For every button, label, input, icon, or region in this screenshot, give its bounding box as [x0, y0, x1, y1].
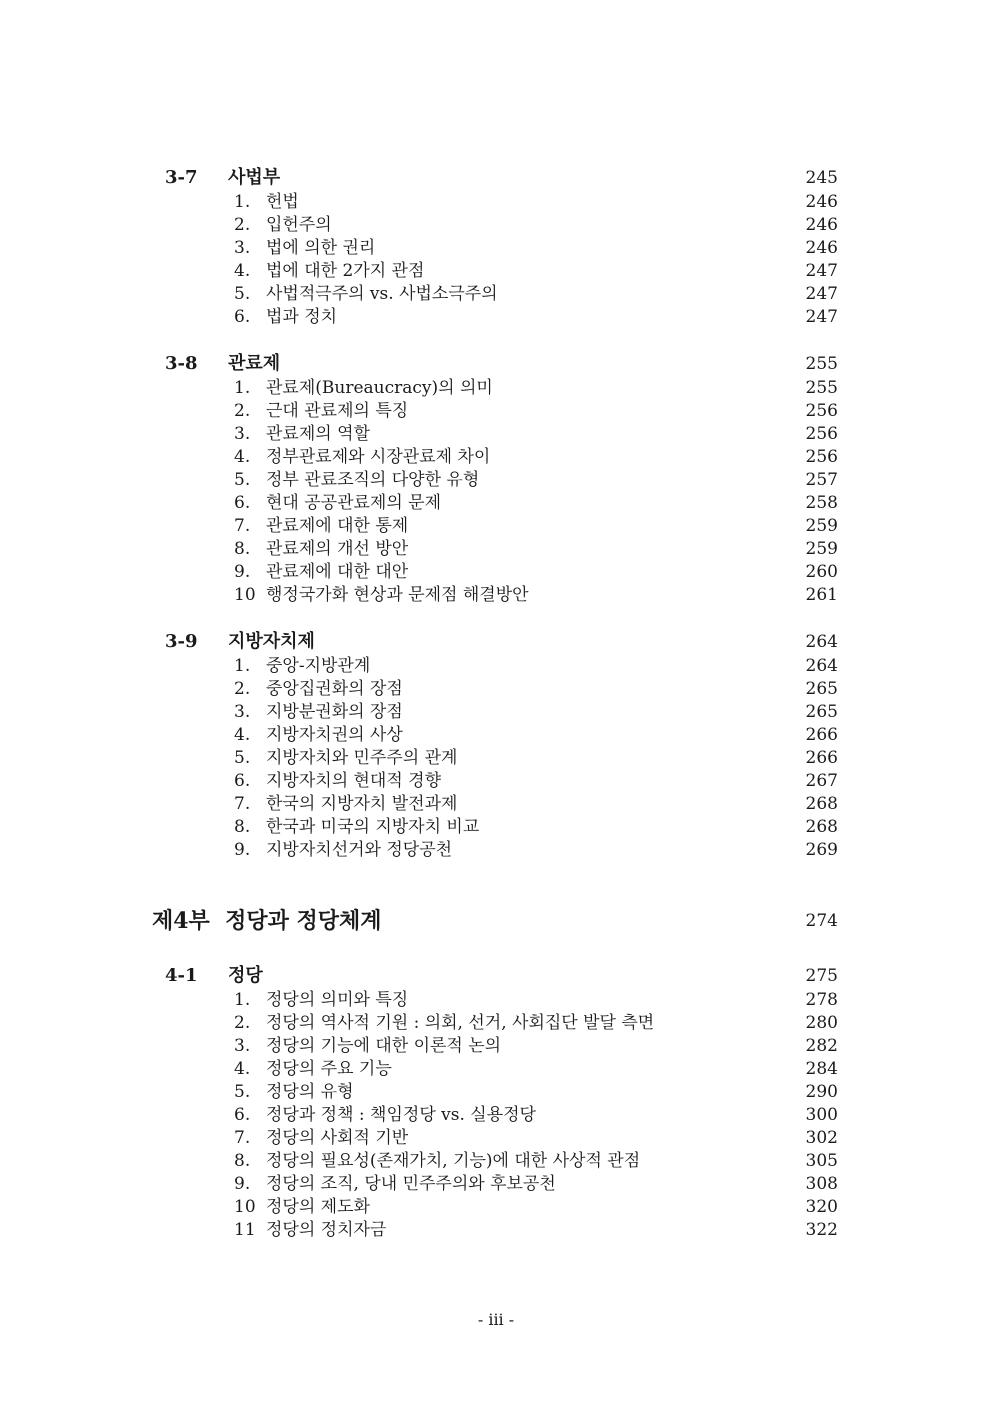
item-title: 정당의 조직, 당내 민주주의와 후보공천: [266, 1174, 556, 1194]
section-number: 3-8: [165, 353, 198, 374]
item-number: 4.: [234, 261, 251, 281]
item-number: 8.: [234, 1151, 251, 1171]
item-title: 법에 대한 2가지 관점: [266, 261, 425, 281]
item-number: 1.: [234, 378, 251, 398]
item-number: 3.: [234, 702, 251, 722]
page-number: 246: [805, 238, 838, 258]
page-number: 280: [805, 1013, 838, 1033]
item-number: 2.: [234, 679, 251, 699]
page-number: 256: [805, 447, 838, 467]
section-title: 지방자치제: [228, 631, 315, 652]
page-number: 290: [805, 1082, 838, 1102]
page-number: 255: [805, 378, 838, 398]
page-number: 268: [805, 817, 838, 837]
item-title: 관료제에 대한 통제: [266, 516, 409, 536]
page-number: 275: [805, 966, 838, 986]
item-title: 근대 관료제의 특징: [266, 401, 409, 421]
item-number: 7.: [234, 794, 251, 814]
item-number: 5.: [234, 1082, 251, 1102]
item-number: 6.: [234, 493, 251, 513]
page-number: 322: [805, 1220, 838, 1240]
page-number: 266: [805, 748, 838, 768]
item-number: 10: [234, 1197, 256, 1217]
item-title: 정당과 정책 : 책임정당 vs. 실용정당: [266, 1105, 536, 1125]
item-number: 7.: [234, 1128, 251, 1148]
page-number: 258: [805, 493, 838, 513]
item-title: 중앙-지방관계: [266, 656, 371, 676]
item-number: 8.: [234, 539, 251, 559]
page-number: 284: [805, 1059, 838, 1079]
item-number: 10: [234, 585, 256, 605]
item-number: 7.: [234, 516, 251, 536]
page-number: 305: [805, 1151, 838, 1171]
item-title: 정당의 주요 기능: [266, 1059, 392, 1079]
page-number: 278: [805, 990, 838, 1010]
item-number: 5.: [234, 748, 251, 768]
page-number: 247: [805, 307, 838, 327]
item-title: 정당의 사회적 기반: [266, 1128, 409, 1148]
item-number: 4.: [234, 725, 251, 745]
item-number: 8.: [234, 817, 251, 837]
page-number: 246: [805, 192, 838, 212]
item-title: 사법적극주의 vs. 사법소극주의: [266, 284, 498, 304]
page-number: 255: [805, 354, 838, 374]
item-title: 정부 관료조직의 다양한 유형: [266, 470, 480, 490]
item-number: 1.: [234, 656, 251, 676]
item-number: 2.: [234, 1013, 251, 1033]
section-title: 사법부: [228, 167, 281, 188]
page-number: 308: [805, 1174, 838, 1194]
item-title: 현대 공공관료제의 문제: [266, 493, 442, 513]
item-number: 9.: [234, 562, 251, 582]
page-number: 259: [805, 516, 838, 536]
page-number: 257: [805, 470, 838, 490]
item-title: 관료제의 개선 방안: [266, 539, 409, 559]
page-number: 260: [805, 562, 838, 582]
item-title: 관료제에 대한 대안: [266, 562, 409, 582]
item-title: 관료제의 역할: [266, 424, 370, 444]
item-number: 3.: [234, 238, 251, 258]
item-title: 헌법: [266, 192, 299, 212]
item-title: 지방자치권의 사상: [266, 725, 403, 745]
item-number: 4.: [234, 1059, 251, 1079]
item-title: 법에 의한 권리: [266, 238, 376, 258]
page-number: 302: [805, 1128, 838, 1148]
item-title: 관료제(Bureaucracy)의 의미: [266, 378, 493, 398]
page-footer: - iii -: [477, 1310, 515, 1329]
item-title: 법과 정치: [266, 307, 338, 327]
item-title: 지방자치의 현대적 경향: [266, 771, 442, 791]
item-number: 1.: [234, 192, 251, 212]
page-number: 267: [805, 771, 838, 791]
page-number: 269: [805, 840, 838, 860]
item-title: 정당의 유형: [266, 1082, 354, 1102]
item-title: 정당의 역사적 기원 : 의회, 선거, 사회집단 발달 측면: [266, 1013, 655, 1033]
item-title: 정당의 필요성(존재가치, 기능)에 대한 사상적 관점: [266, 1151, 641, 1171]
item-title: 지방자치와 민주주의 관계: [266, 748, 458, 768]
item-title: 지방분권화의 장점: [266, 702, 403, 722]
item-number: 6.: [234, 307, 251, 327]
item-title: 행정국가화 현상과 문제점 해결방안: [266, 585, 529, 605]
section-number: 3-9: [165, 631, 198, 652]
page-number: 247: [805, 284, 838, 304]
item-number: 5.: [234, 470, 251, 490]
item-number: 9.: [234, 840, 251, 860]
page-number: 264: [805, 632, 838, 652]
item-number: 4.: [234, 447, 251, 467]
item-title: 정당의 의미와 특징: [266, 990, 409, 1010]
section-title: 정당: [228, 965, 263, 986]
item-number: 1.: [234, 990, 251, 1010]
item-number: 2.: [234, 215, 251, 235]
item-title: 한국의 지방자치 발전과제: [266, 794, 458, 814]
item-number: 5.: [234, 284, 251, 304]
section-number: 4-1: [165, 965, 198, 986]
page-number: 256: [805, 401, 838, 421]
item-title: 정부관료제와 시장관료제 차이: [266, 447, 491, 467]
item-title: 정당의 제도화: [266, 1197, 370, 1217]
page-number: 245: [805, 168, 838, 188]
page-number: 266: [805, 725, 838, 745]
item-number: 3.: [234, 424, 251, 444]
page-number: 268: [805, 794, 838, 814]
page-number: 259: [805, 539, 838, 559]
item-title: 중앙집권화의 장점: [266, 679, 403, 699]
item-title: 입헌주의: [266, 215, 332, 235]
page-number: 265: [805, 679, 838, 699]
item-number: 3.: [234, 1036, 251, 1056]
item-title: 정당의 기능에 대한 이론적 논의: [266, 1036, 502, 1056]
page-number: 256: [805, 424, 838, 444]
item-number: 6.: [234, 1105, 251, 1125]
page-number: 247: [805, 261, 838, 281]
section-title: 관료제: [228, 353, 281, 374]
page-number: 246: [805, 215, 838, 235]
part-title: 제4부 정당과 정당체계: [152, 908, 382, 934]
page-number: 265: [805, 702, 838, 722]
page-number: 300: [805, 1105, 838, 1125]
page-number: 264: [805, 656, 838, 676]
page-number: 274: [805, 911, 838, 931]
item-number: 9.: [234, 1174, 251, 1194]
item-title: 지방자치선거와 정당공천: [266, 840, 453, 860]
item-number: 11: [234, 1220, 256, 1240]
page-number: 282: [805, 1036, 838, 1056]
item-number: 2.: [234, 401, 251, 421]
page-number: 261: [805, 585, 838, 605]
item-title: 한국과 미국의 지방자치 비교: [266, 817, 480, 837]
item-title: 정당의 정치자금: [266, 1220, 387, 1240]
item-number: 6.: [234, 771, 251, 791]
section-number: 3-7: [165, 167, 198, 188]
page-number: 320: [805, 1197, 838, 1217]
